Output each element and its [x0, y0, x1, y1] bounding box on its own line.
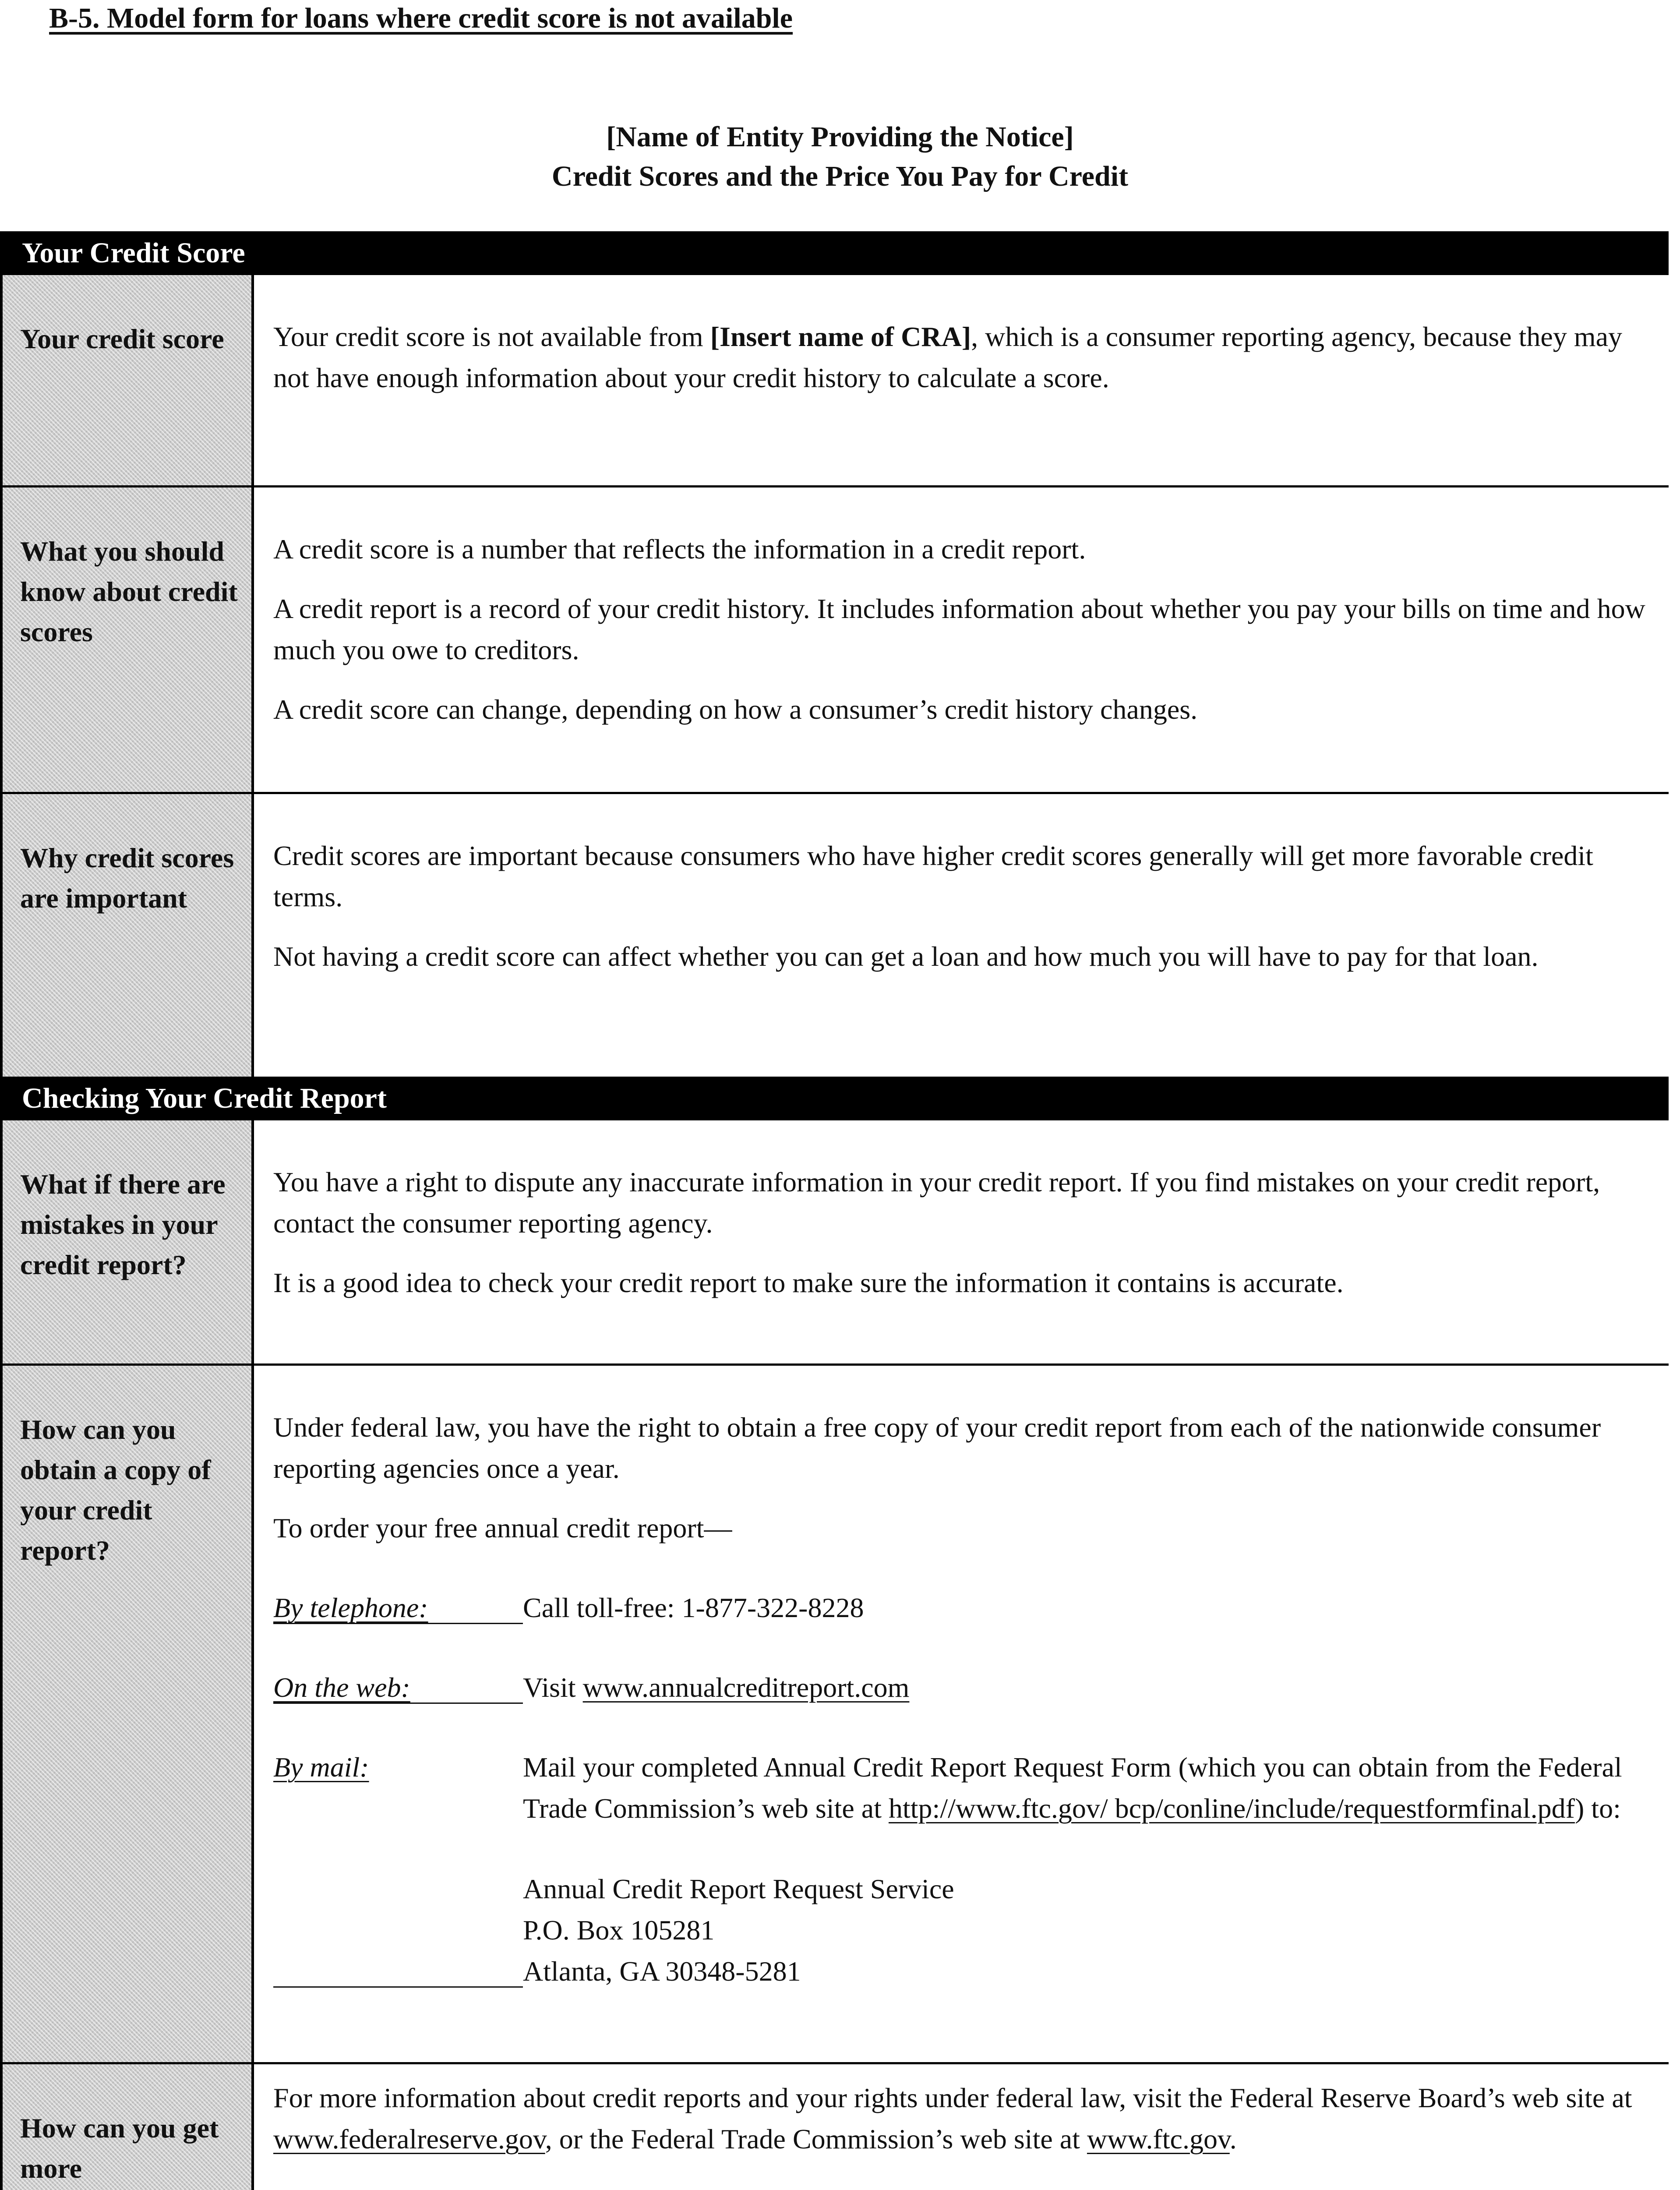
paragraph: Under federal law, you have the right to obtain a free copy of your credit report from each of the nationwide consumer reporting agencies once a year. — [273, 1412, 1601, 1484]
paragraph: To order your free annual credit report— — [273, 1512, 732, 1544]
row-content — [254, 2064, 1669, 2190]
row-content — [254, 794, 1669, 1077]
row-content — [254, 1366, 1669, 2062]
form-table — [0, 231, 1669, 2190]
row-your-credit-score — [3, 275, 1669, 485]
row-label: How can you get more — [3, 2064, 254, 2190]
text-segment: ) to: — [1574, 1793, 1621, 1824]
row-obtain-copy — [3, 1363, 1669, 2062]
paragraph: A credit score can change, depending on how a consumer’s credit history changes. — [273, 694, 1198, 725]
method-label-text: By telephone: — [273, 1592, 428, 1623]
mailing-address — [523, 1869, 1651, 1992]
method-label-text: By mail: — [273, 1752, 369, 1783]
form-title: Credit Scores and the Price You Pay for Credit — [551, 160, 1129, 192]
row-content — [254, 275, 1669, 485]
text-segment: Your credit score is not available from — [273, 321, 710, 352]
text-segment: . — [1229, 2123, 1237, 2155]
row-label: Your credit score — [3, 275, 254, 485]
text-segment: , which is a consumer reporting agency, because they may not have enough information about your credit history to calculate a score. — [273, 321, 1622, 393]
section-header-credit-score: Your Credit Score — [3, 231, 1669, 275]
address-line: Atlanta, GA 30348-5281 — [523, 1956, 801, 1987]
federalreserve-link[interactable]: www.federalreserve.gov — [273, 2123, 545, 2155]
method-label — [273, 1667, 523, 1708]
method-text — [523, 1667, 1651, 1708]
section-header-checking-report: Checking Your Credit Report — [3, 1077, 1669, 1120]
row-mistakes — [3, 1120, 1669, 1363]
method-label-text: On the web: — [273, 1672, 410, 1703]
paragraph: A credit report is a record of your credit history. It includes information about whether you pay your bills on time and how much you owe to creditors. — [273, 593, 1645, 665]
order-by-telephone — [273, 1587, 1651, 1628]
ftc-link[interactable]: www.ftc.gov — [1087, 2123, 1230, 2155]
text-segment: Visit — [523, 1672, 583, 1703]
row-label: How can you obtain a copy of your credit report? — [3, 1366, 254, 2062]
request-form-link[interactable]: http://www.ftc.gov/ bcp/conline/include/requestformfinal.pdf — [888, 1793, 1575, 1824]
paragraph: A credit score is a number that reflects the information in a credit report. — [273, 533, 1086, 565]
row-content — [254, 1120, 1669, 1363]
fill-line — [273, 1623, 523, 1624]
order-by-mail — [273, 1747, 1651, 1992]
annualcreditreport-link[interactable]: www.annualcreditreport.com — [582, 1672, 910, 1703]
title-block — [0, 117, 1680, 196]
method-label — [273, 1587, 523, 1628]
entity-name-placeholder: [Name of Entity Providing the Notice] — [606, 121, 1074, 153]
paragraph: It is a good idea to check your credit report to make sure the information it contains is accurate. — [273, 1267, 1344, 1298]
row-label: Why credit scores are important — [3, 794, 254, 1077]
row-content — [254, 487, 1669, 792]
row-label: What you should know about credit scores — [3, 487, 254, 792]
form-heading: B-5. Model form for loans where credit score is not available — [49, 2, 793, 34]
method-label — [273, 1747, 523, 1992]
paragraph: Not having a credit score can affect whether you can get a loan and how much you will have to pay for that loan. — [273, 941, 1539, 972]
paragraph: You have a right to dispute any inaccurate information in your credit report. If you find mistakes on your credit report, contact the consumer reporting agency. — [273, 1166, 1600, 1239]
more-info-text — [273, 2077, 1651, 2160]
row-label: What if there are mistakes in your credit report? — [3, 1120, 254, 1363]
row-more-information — [3, 2062, 1669, 2190]
method-text — [523, 1747, 1651, 1992]
paragraph: Credit scores are important because consumers who have higher credit scores generally will get more favorable credit terms. — [273, 840, 1593, 912]
address-line: Annual Credit Report Request Service — [523, 1873, 954, 1904]
row-what-you-should-know — [3, 485, 1669, 792]
row-why-credit-scores — [3, 792, 1669, 1077]
method-text: Call toll-free: 1-877-322-8228 — [523, 1592, 864, 1623]
text-segment: , or the Federal Trade Commission’s web site at — [545, 2123, 1087, 2155]
text-segment: For more information about credit reports and your rights under federal law, visit the Federal Reserve Board’s web site at — [273, 2082, 1632, 2113]
fill-line — [273, 1703, 523, 1704]
order-on-web — [273, 1667, 1651, 1708]
fill-line — [273, 1986, 523, 1988]
credit-score-text — [273, 316, 1651, 399]
text-segment: Mail your completed Annual Credit Report Request Form (which you can obtain from the Federal Trade Commission’s web site at — [523, 1752, 1622, 1824]
cra-name-placeholder: [Insert name of CRA] — [710, 321, 971, 352]
address-line: P.O. Box 105281 — [523, 1914, 715, 1946]
